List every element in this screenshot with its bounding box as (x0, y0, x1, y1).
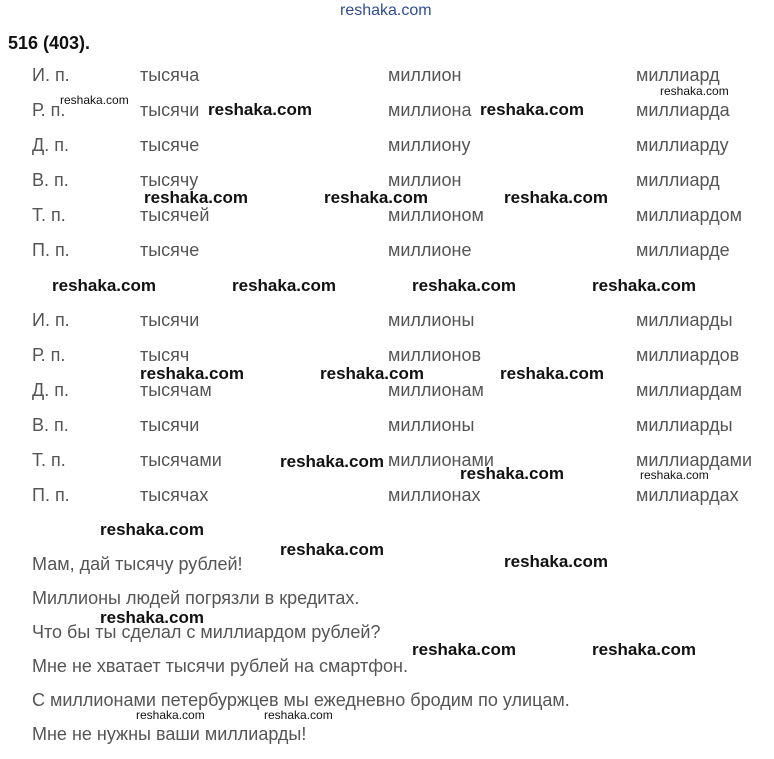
case-label: П. п. (32, 485, 70, 505)
watermark: reshaka.com (500, 364, 604, 383)
case-label: И. п. (32, 310, 70, 330)
million-form: миллионы (388, 415, 475, 435)
million-form: миллиона (388, 100, 472, 120)
thousand-form: тысяча (140, 65, 200, 85)
thousand-form: тысячам (140, 380, 212, 400)
watermark: reshaka.com (100, 520, 204, 539)
million-form: миллион (388, 65, 462, 85)
billion-form: миллиардами (636, 450, 753, 470)
sentence: Мне не хватает тысячи рублей на смартфон. (32, 656, 408, 676)
case-label: Д. п. (32, 135, 69, 155)
watermark: reshaka.com (140, 364, 244, 383)
watermark: reshaka.com (264, 708, 333, 722)
thousand-form: тысячах (140, 485, 209, 505)
watermark: reshaka.com (504, 552, 608, 571)
thousand-form: тысячами (140, 450, 222, 470)
thousand-form: тысяче (140, 240, 200, 260)
watermark: reshaka.com (640, 468, 709, 482)
sentence: Мне не нужны ваши миллиарды! (32, 724, 307, 744)
case-label: Т. п. (32, 205, 66, 225)
site-header-link[interactable]: reshaka.com (340, 2, 432, 19)
watermark: reshaka.com (592, 640, 696, 659)
case-label: В. п. (32, 170, 69, 190)
thousand-form: тысячу (140, 170, 199, 190)
million-form: миллион (388, 170, 462, 190)
thousand-form: тысячей (140, 205, 210, 225)
watermark: reshaka.com (480, 100, 584, 119)
case-label: И. п. (32, 65, 70, 85)
million-form: миллионами (388, 450, 494, 470)
watermark: reshaka.com (208, 100, 312, 119)
billion-form: миллиардах (636, 485, 739, 505)
billion-form: миллиарда (636, 100, 730, 120)
million-form: миллионах (388, 485, 481, 505)
sentence: Миллионы людей погрязли в кредитах. (32, 588, 360, 608)
watermark: reshaka.com (660, 84, 729, 98)
case-label: Т. п. (32, 450, 66, 470)
case-label: П. п. (32, 240, 70, 260)
watermark: reshaka.com (412, 276, 516, 295)
billion-form: миллиардом (636, 205, 742, 225)
watermark: reshaka.com (100, 608, 204, 627)
million-form: миллионом (388, 205, 484, 225)
million-form: миллионов (388, 345, 482, 365)
thousand-form: тысячи (140, 310, 200, 330)
watermark: reshaka.com (136, 708, 205, 722)
watermark: reshaka.com (52, 276, 156, 295)
watermark: reshaka.com (460, 464, 564, 483)
watermark: reshaka.com (320, 364, 424, 383)
billion-form: миллиард (636, 170, 720, 190)
watermark: reshaka.com (592, 276, 696, 295)
watermark: reshaka.com (280, 452, 384, 471)
case-label: Д. п. (32, 380, 69, 400)
watermark: reshaka.com (504, 188, 608, 207)
watermark: reshaka.com (144, 188, 248, 207)
case-label: Р. п. (32, 100, 66, 120)
million-form: миллионе (388, 240, 472, 260)
sentence: Мам, дай тысячу рублей! (32, 554, 243, 574)
billion-form: миллиард (636, 65, 720, 85)
million-form: миллионам (388, 380, 484, 400)
billion-form: миллиарды (636, 310, 733, 330)
thousand-form: тысячи (140, 100, 200, 120)
watermark: reshaka.com (232, 276, 336, 295)
billion-form: миллиардов (636, 345, 740, 365)
sentence: Что бы ты сделал с миллиардом рублей? (32, 622, 381, 642)
billion-form: миллиарды (636, 415, 733, 435)
sentence: С миллионами петербуржцев мы ежедневно бродим по улицам. (32, 690, 570, 710)
billion-form: миллиарде (636, 240, 730, 260)
billion-form: миллиардам (636, 380, 742, 400)
case-label: Р. п. (32, 345, 66, 365)
thousand-form: тысяч (140, 345, 190, 365)
million-form: миллиону (388, 135, 471, 155)
exercise-title: 516 (403). (8, 33, 91, 53)
thousand-form: тысяче (140, 135, 200, 155)
case-label: В. п. (32, 415, 69, 435)
thousand-form: тысячи (140, 415, 200, 435)
watermark: reshaka.com (324, 188, 428, 207)
million-form: миллионы (388, 310, 475, 330)
watermark: reshaka.com (412, 640, 516, 659)
watermark: reshaka.com (60, 93, 129, 107)
billion-form: миллиарду (636, 135, 729, 155)
watermark: reshaka.com (280, 540, 384, 559)
